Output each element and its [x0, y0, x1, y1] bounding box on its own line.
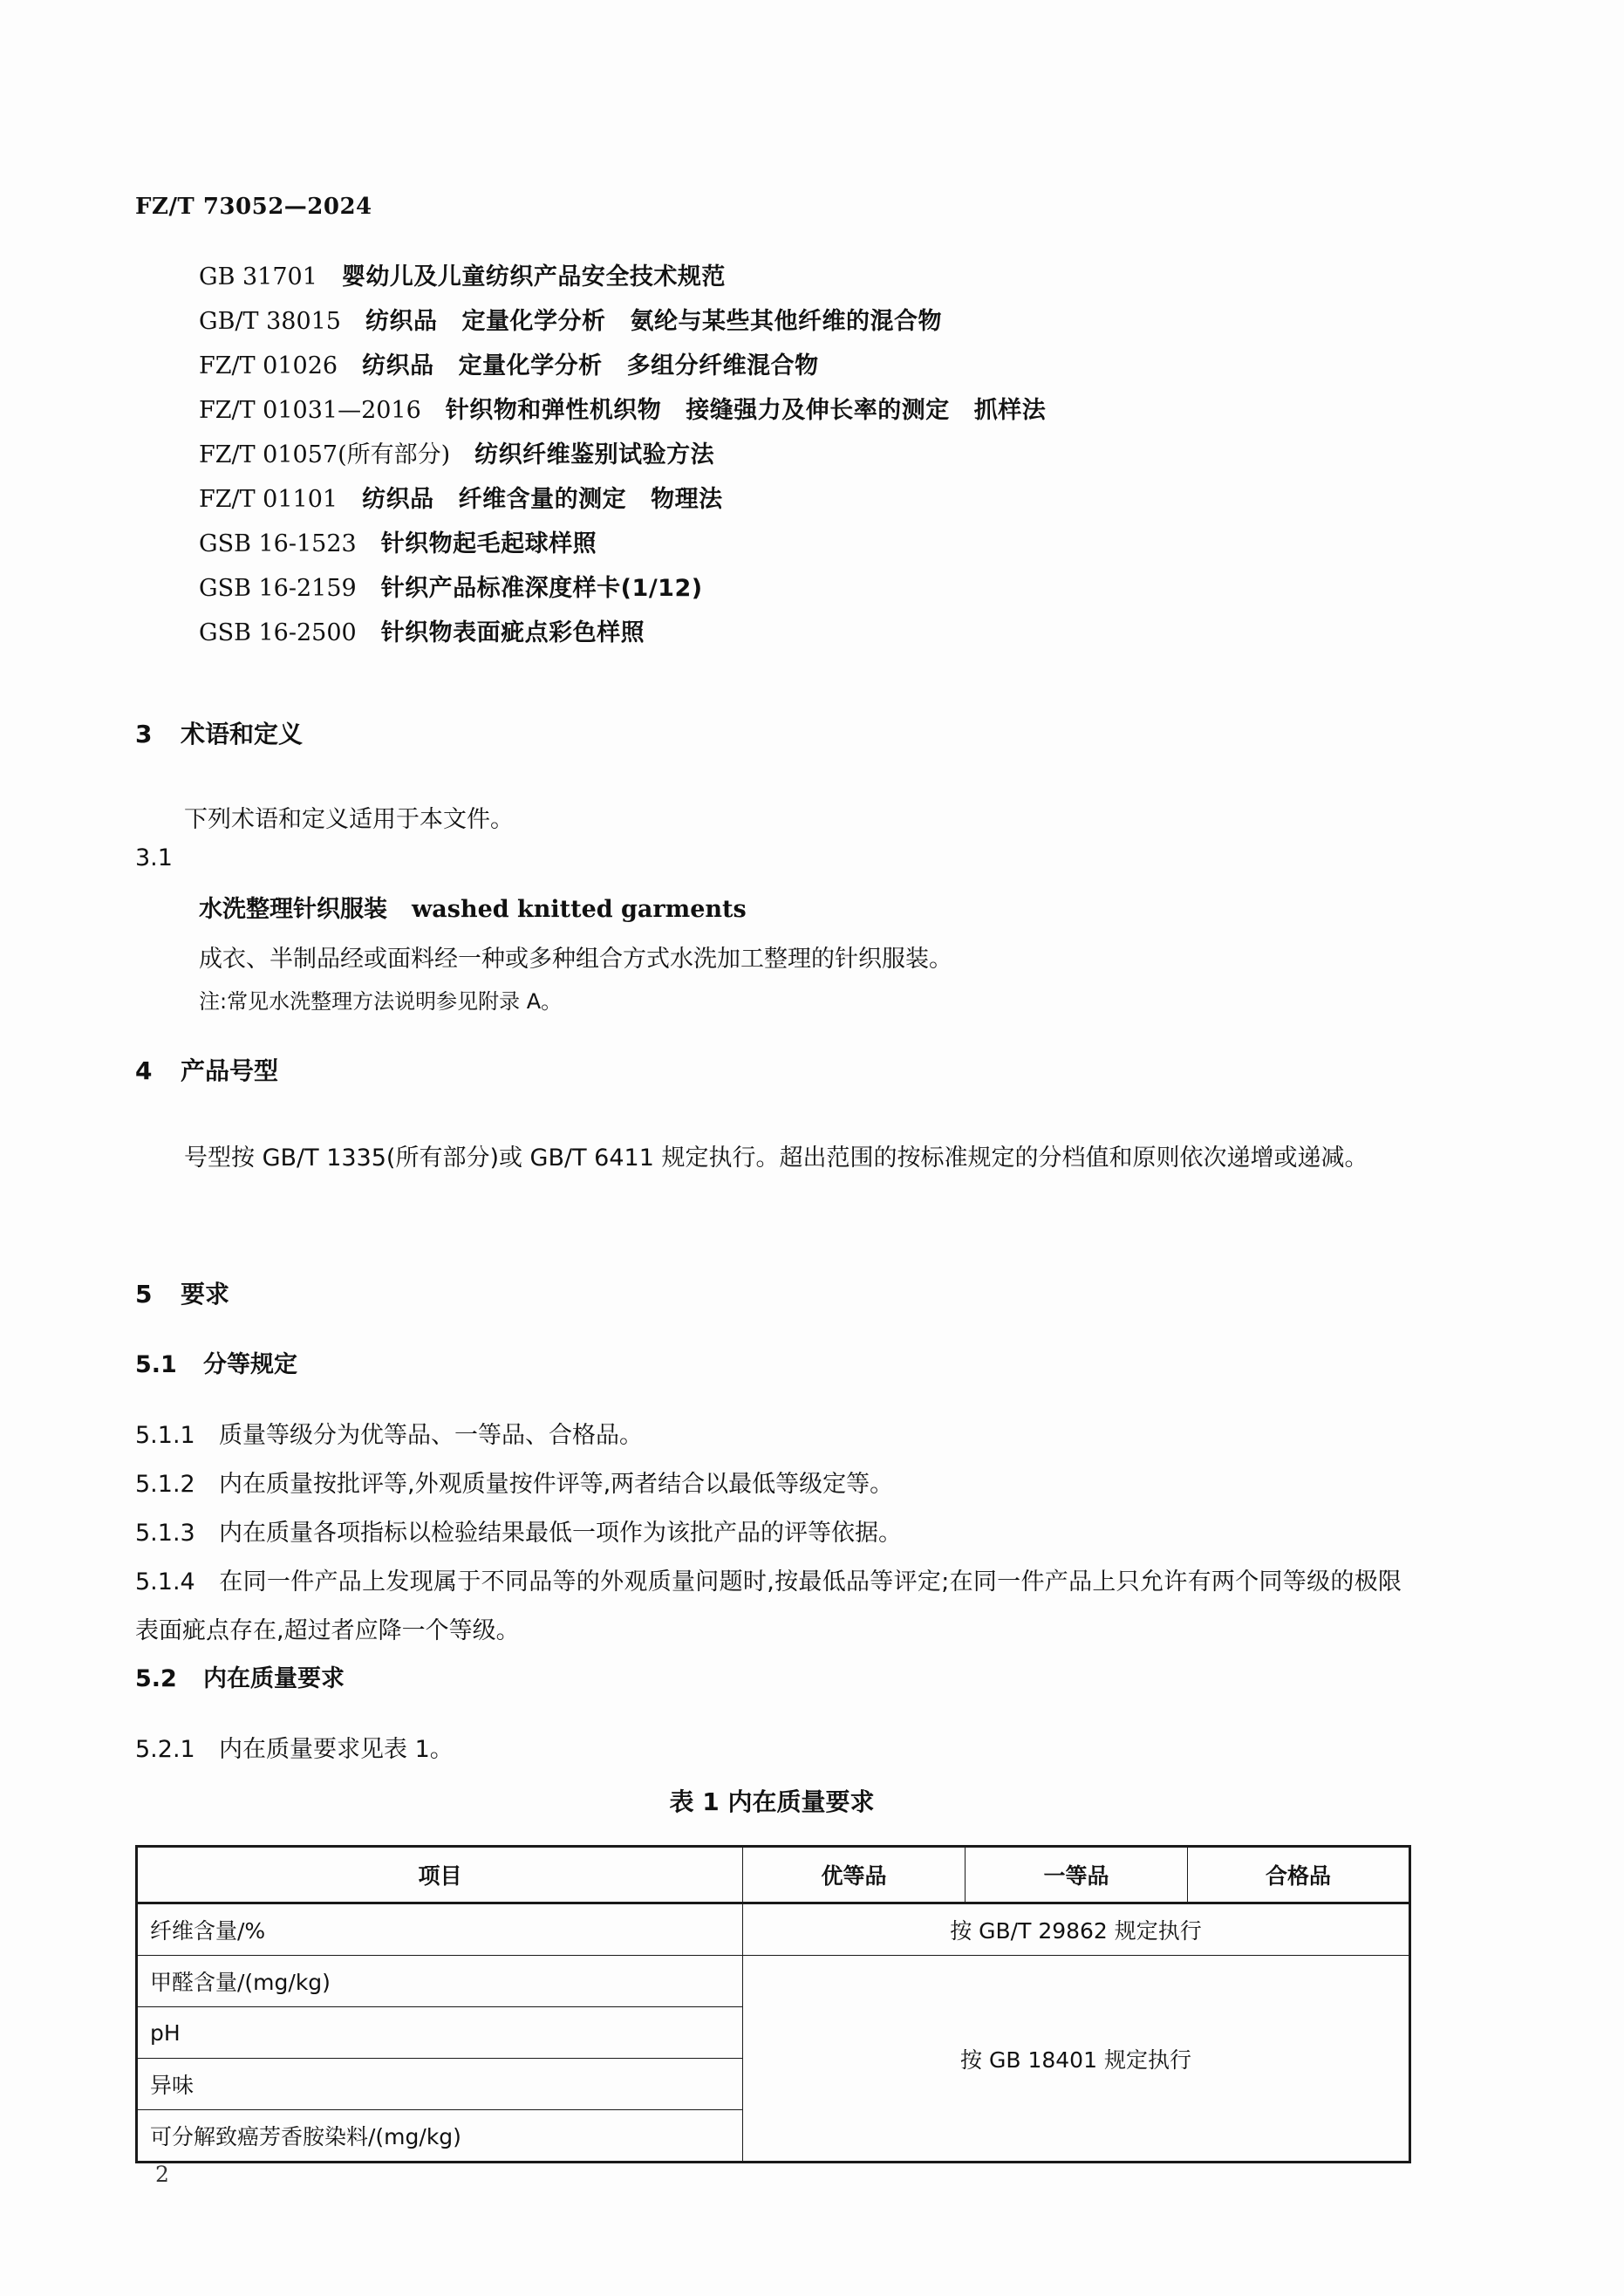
table-row [137, 1956, 1410, 2007]
reference-title: 针织物起毛起球样照 [380, 530, 597, 557]
clause-5-1-1 [135, 1411, 1402, 1460]
table-cell-value-merged: 按 GB/T 29862 规定执行 [743, 1903, 1410, 1956]
reference-code: GSB 16-1523 [199, 530, 357, 557]
table-header-premium: 优等品 [743, 1847, 966, 1903]
reference-code: GB 31701 [199, 263, 317, 290]
reference-title: 针织物和弹性机织物 [445, 397, 662, 424]
reference-title-part3: 氨纶与某些其他纤维的混合物 [630, 308, 942, 335]
clause-number: 5.1.1 [135, 1422, 195, 1449]
term-note: 注:常见水洗整理方法说明参见附录 A。 [199, 989, 563, 1014]
clause-text: 在同一件产品上发现属于不同品等的外观质量问题时,按最低品等评定;在同一件产品上只允许有两个同等级的极限表面疵点存在,超过者应降一个等级。 [135, 1568, 1402, 1644]
reference-item [199, 522, 1420, 566]
reference-title: 纺织品 [362, 486, 434, 513]
section-number-5: 5 [135, 1280, 153, 1309]
reference-title-part3: 物理法 [651, 486, 723, 513]
term-english: washed knitted garments [412, 896, 747, 923]
reference-title: 纺织品 [362, 352, 434, 379]
clause-number: 5.1.3 [135, 1520, 195, 1547]
term-entry [199, 890, 747, 924]
section-heading-5-2 [135, 1659, 345, 1693]
section-title-5-2: 内在质量要求 [203, 1665, 345, 1692]
term-chinese: 水洗整理针织服装 [199, 896, 387, 923]
running-header: FZ/T 73052—2024 [135, 194, 372, 220]
clause-5-1-2 [135, 1460, 1402, 1509]
table-header-qualified: 合格品 [1188, 1847, 1410, 1903]
section-title-3: 术语和定义 [181, 720, 304, 748]
clause-text: 内在质量按批评等,外观质量按件评等,两者结合以最低等级定等。 [219, 1471, 894, 1498]
reference-code: GSB 16-2159 [199, 575, 357, 602]
reference-code: FZ/T 01057(所有部分) [199, 441, 451, 468]
table-header-item: 项目 [137, 1847, 743, 1903]
section-number-4: 4 [135, 1056, 153, 1085]
table-header-first-grade: 一等品 [966, 1847, 1188, 1903]
clause-text: 内在质量各项指标以检验结果最低一项作为该批产品的评等依据。 [219, 1520, 902, 1547]
section3-intro: 下列术语和定义适用于本文件。 [184, 806, 514, 833]
reference-code: FZ/T 01031—2016 [199, 397, 421, 424]
table-cell-item: pH [137, 2007, 743, 2059]
reference-item [199, 433, 1420, 477]
reference-title-part2: 接缝强力及伸长率的测定 [686, 397, 950, 424]
section-heading-5-1 [135, 1345, 297, 1379]
table-cell-item: 纤维含量/% [137, 1903, 743, 1956]
reference-title-part2: 定量化学分析 [458, 352, 603, 379]
reference-title-part2: 定量化学分析 [461, 308, 606, 335]
table-cell-item: 异味 [137, 2059, 743, 2110]
term-definition: 成衣、半制品经或面料经一种或多种组合方式水洗加工整理的针织服装。 [199, 946, 952, 973]
clause-number: 5.2.1 [135, 1736, 195, 1763]
reference-code: GB/T 38015 [199, 308, 341, 335]
page-number: 2 [155, 2162, 169, 2187]
clause-5-1-4 [135, 1558, 1402, 1656]
clause-text: 质量等级分为优等品、一等品、合格品。 [219, 1422, 643, 1449]
section-heading-4 [135, 1052, 278, 1087]
reference-title-part3: 抓样法 [973, 397, 1047, 424]
reference-item [199, 299, 1420, 344]
section-title-5: 要求 [181, 1280, 230, 1309]
clause-5-2-1 [135, 1725, 1402, 1774]
table-cell-item: 甲醛含量/(mg/kg) [137, 1956, 743, 2007]
reference-code: FZ/T 01026 [199, 352, 338, 379]
reference-title: 纺织纤维鉴别试验方法 [474, 441, 715, 468]
reference-title: 针织物表面疵点彩色样照 [380, 619, 645, 646]
reference-title-part2: 纤维含量的测定 [458, 486, 627, 513]
reference-title: 针织产品标准深度样卡(1/12) [380, 575, 703, 602]
reference-title-part3: 多组分纤维混合物 [626, 352, 819, 379]
reference-title: 纺织品 [365, 308, 438, 335]
section-heading-5 [135, 1275, 229, 1310]
section4-paragraph: 号型按 GB/T 1335(所有部分)或 GB/T 6411 规定执行。超出范围的按标准规定的分档值和原则依次递增或递减。 [184, 1145, 1368, 1172]
reference-item [199, 255, 1420, 299]
table-1-caption: 表 1 内在质量要求 [669, 1787, 875, 1816]
table-cell-item: 可分解致癌芳香胺染料/(mg/kg) [137, 2110, 743, 2163]
table-cell-value-merged: 按 GB 18401 规定执行 [743, 1956, 1410, 2163]
clause-number-3-1: 3.1 [135, 844, 173, 871]
reference-item [199, 477, 1420, 522]
reference-item [199, 344, 1420, 388]
reference-item [199, 388, 1420, 433]
clause-number: 5.1.4 [135, 1568, 195, 1596]
clause-number: 5.1.2 [135, 1471, 195, 1498]
section-number-3: 3 [135, 720, 153, 748]
clause-5-1-3 [135, 1509, 1402, 1558]
section-number-5-1: 5.1 [135, 1351, 177, 1378]
section-title-4: 产品号型 [181, 1056, 279, 1085]
clause-text: 内在质量要求见表 1。 [219, 1736, 454, 1763]
section-title-5-1: 分等规定 [203, 1351, 297, 1378]
reference-item [199, 566, 1420, 611]
normative-references-list [199, 255, 1420, 655]
reference-title: 婴幼儿及儿童纺织产品安全技术规范 [341, 263, 726, 290]
reference-item [199, 611, 1420, 655]
reference-code: FZ/T 01101 [199, 486, 338, 513]
table-internal-quality-requirements [135, 1845, 1411, 2163]
table-row [137, 1903, 1410, 1956]
table-header-row [137, 1847, 1410, 1903]
section-heading-3 [135, 715, 303, 750]
reference-code: GSB 16-2500 [199, 619, 357, 646]
section-number-5-2: 5.2 [135, 1665, 177, 1692]
